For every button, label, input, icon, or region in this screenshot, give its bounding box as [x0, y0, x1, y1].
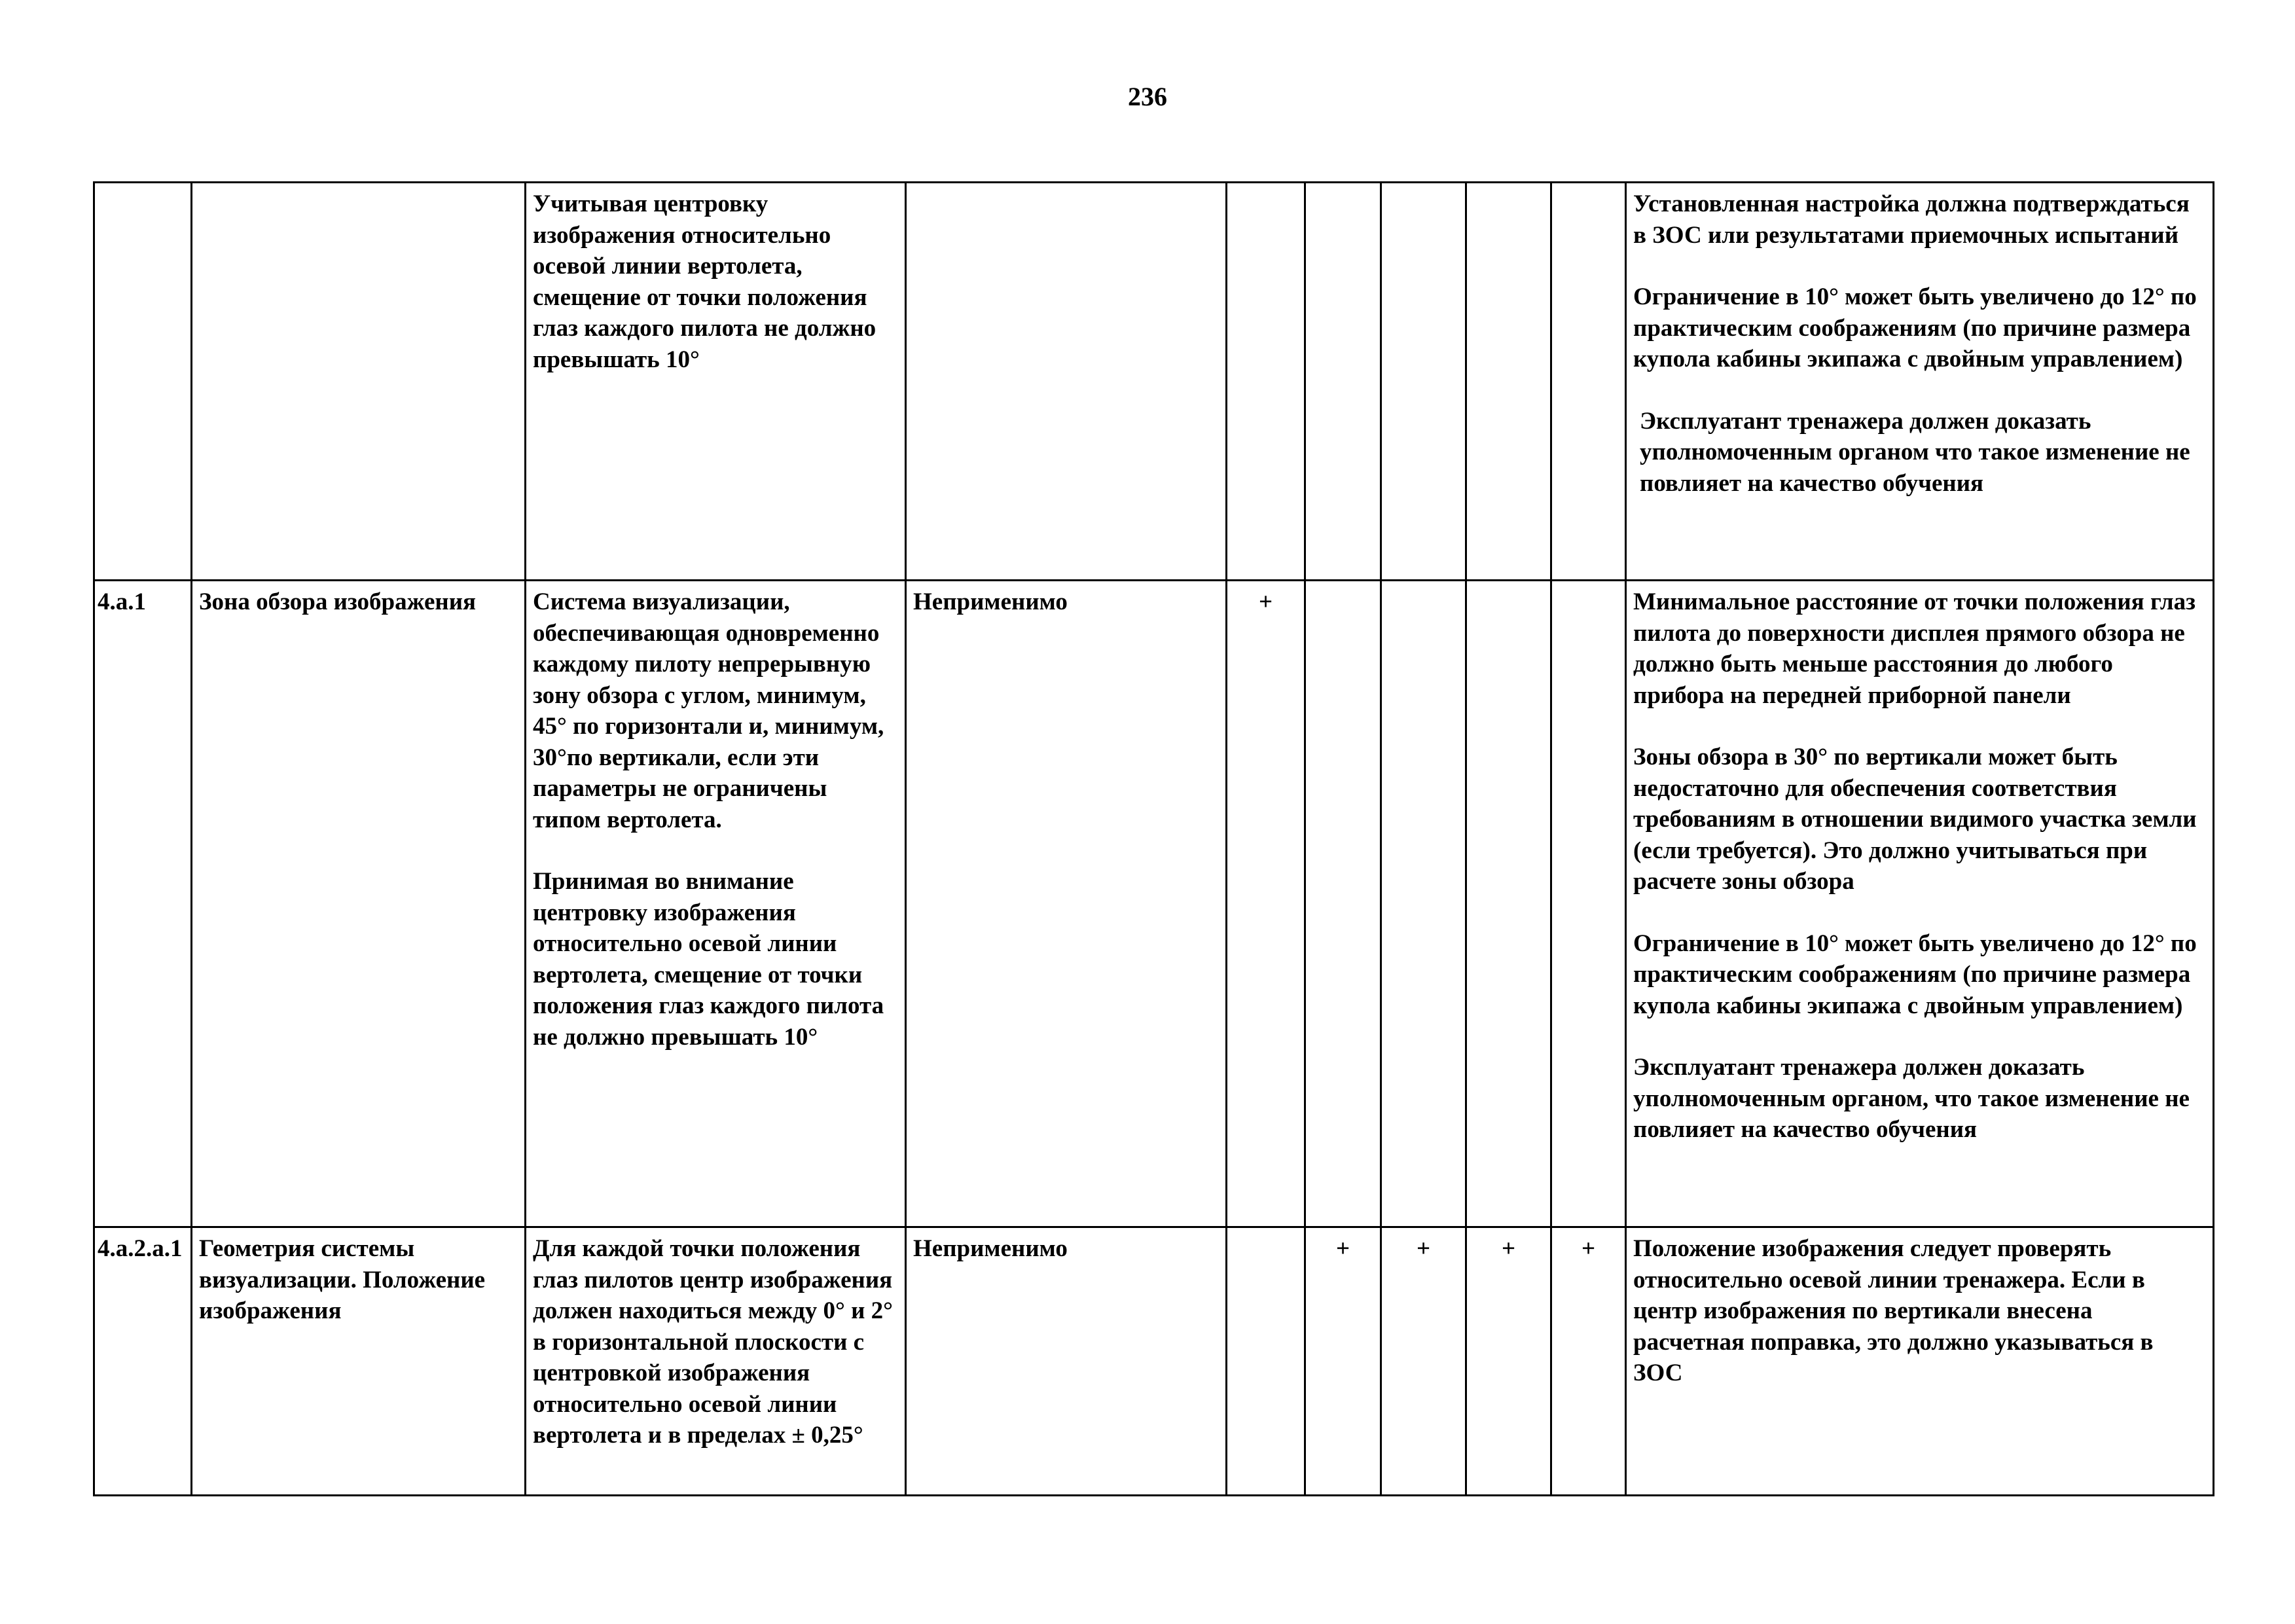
- level-mark: [1466, 581, 1551, 1227]
- item-notes: [1626, 581, 2214, 1227]
- note-paragraph: Ограничение в 10° может быть увеличено до 12° по практическим соображениям (по причине размера купола кабины экипажа с двойным управлением): [1633, 283, 2197, 372]
- table-row: [94, 1227, 2214, 1496]
- level-mark: [1381, 183, 1466, 581]
- item-name: Геометрия системы визуализации. Положение изображения: [192, 1227, 526, 1496]
- note-paragraph: Ограничение в 10° может быть увеличено до 12° по практическим соображениям (по причине размера купола кабины экипажа с двойным управлением): [1633, 929, 2197, 1019]
- note-paragraph: Установленная настройка должна подтверждаться в ЗОС или результатами приемочных испытаний: [1633, 190, 2190, 249]
- requirement-paragraph: Система визуализации, обеспечивающая одновременно каждому пилоту непрерывную зону обзора с углом, минимум, 45° по горизонтали и, минимум, 30°по вертикали, если эти параметры не ограничены типом вертолета.: [533, 588, 884, 833]
- requirement-paragraph: Принимая во внимание центровку изображения относительно осевой линии вертолета, смещение от точки положения глаз каждого пилота не должно превышать 10°: [533, 868, 884, 1051]
- item-requirement: [526, 581, 906, 1227]
- level-mark: +: [1227, 581, 1305, 1227]
- requirements-table: [93, 181, 2214, 1496]
- table-row: [94, 581, 2214, 1227]
- table-row: [94, 183, 2214, 581]
- level-mark: [1227, 183, 1305, 581]
- note-paragraph: Зоны обзора в 30° по вертикали может быть недостаточно для обеспечения соответствия требованиям в отношении видимого участка земли (если требуется). Это должно учитываться при расчете зоны обзора: [1633, 744, 2197, 895]
- item-requirement: [526, 1227, 906, 1496]
- note-paragraph: Положение изображения следует проверять относительно осевой линии тренажера. Если в центр изображения по вертикали внесена расчетная поправка, это должно указываться в ЗОС: [1633, 1235, 2154, 1386]
- level-mark: [1551, 581, 1626, 1227]
- page-number: 236: [1128, 82, 1167, 111]
- level-mark: [1381, 581, 1466, 1227]
- level-mark: +: [1381, 1227, 1466, 1496]
- requirement-paragraph: Учитывая центровку изображения относительно осевой линии вертолета, смещение от точки положения глаз каждого пилота не должно превышать 10°: [533, 190, 876, 373]
- item-test: Неприменимо: [906, 1227, 1227, 1496]
- note-paragraph: Эксплуатант тренажера должен доказать уполномоченным органом, что такое изменение не повлияет на качество обучения: [1633, 1054, 2190, 1143]
- level-mark: [1227, 1227, 1305, 1496]
- requirement-paragraph: Для каждой точки положения глаз пилотов центр изображения должен находиться между 0° и 2° в горизонтальной плоскости с центровкой изображения относительно осевой линии вертолета и в пределах ± 0,25°: [533, 1235, 893, 1449]
- note-paragraph: Эксплуатант тренажера должен доказать уполномоченным органом что такое изменение не повлияет на качество обучения: [1640, 407, 2190, 497]
- item-name: [192, 183, 526, 581]
- item-notes: [1626, 183, 2214, 581]
- item-code: 4.a.2.a.1: [94, 1227, 192, 1496]
- note-paragraph: Минимальное расстояние от точки положения глаз пилота до поверхности дисплея прямого обзора не должно быть меньше расстояния до любого прибора на передней приборной панели: [1633, 588, 2196, 709]
- level-mark: [1466, 183, 1551, 581]
- level-mark: +: [1305, 1227, 1381, 1496]
- item-test: Неприменимо: [906, 581, 1227, 1227]
- level-mark: [1305, 183, 1381, 581]
- item-requirement: [526, 183, 906, 581]
- level-mark: [1305, 581, 1381, 1227]
- level-mark: +: [1466, 1227, 1551, 1496]
- item-code: [94, 183, 192, 581]
- item-name: Зона обзора изображения: [192, 581, 526, 1227]
- level-mark: +: [1551, 1227, 1626, 1496]
- item-code: 4.a.1: [94, 581, 192, 1227]
- level-mark: [1551, 183, 1626, 581]
- item-test: [906, 183, 1227, 581]
- item-notes: [1626, 1227, 2214, 1496]
